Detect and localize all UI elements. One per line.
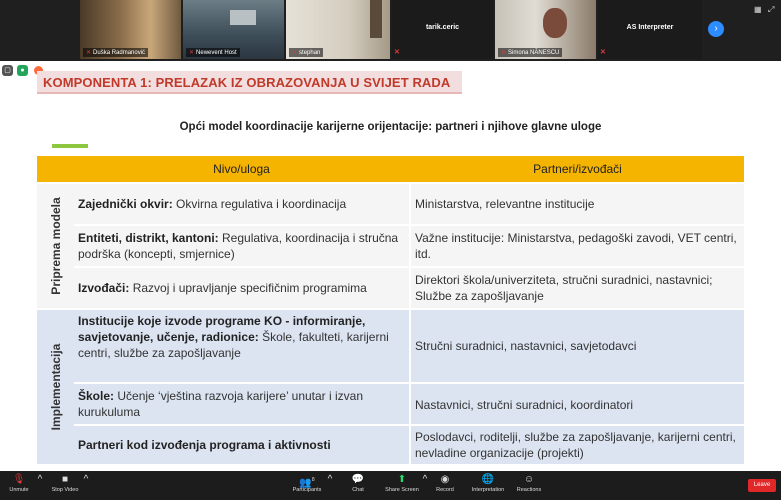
table-row: Zajednički okvir: Okvirna regulativa i koordinacija [74,184,409,224]
participant-tile-duska[interactable] [80,0,181,59]
participants-button[interactable]: 👥$^8$ Participants [288,473,326,493]
participant-tile-tarik[interactable] [392,0,493,59]
video-options-caret[interactable] [82,473,90,487]
participant-tile-host[interactable] [183,0,284,59]
participant-tile-interpreter[interactable] [598,0,702,59]
mic-muted-icon: ✕ [501,50,507,56]
mic-muted-icon: ✕ [86,50,92,56]
participants-options-caret[interactable] [326,473,334,487]
table-header [37,156,744,182]
video-screen-shape [230,10,256,25]
security-shield-icon[interactable]: ● [17,65,28,76]
participant-tile-stephan[interactable] [286,0,390,59]
mic-muted-icon: ✕ [394,49,400,56]
share-options-caret[interactable] [421,473,429,487]
table-row: Izvođači: Razvoj i upravljanje specifičnim programima [74,268,409,308]
view-options-icon[interactable]: ▢ [2,65,13,76]
participant-name: Duška Radmanović [93,50,146,56]
stop-video-button[interactable]: ■ Stop Video [48,473,82,493]
table-row: Stručni suradnici, nastavnici, savjetodavci [411,310,744,382]
audio-options-caret[interactable] [36,473,44,487]
record-button[interactable]: ◉ Record [432,473,458,493]
header-level: Nivo/uloga [213,162,270,176]
meeting-toolbar [0,471,781,500]
unmute-button[interactable]: 🎙 Unmute [4,473,34,493]
table-row: Nastavnici, stručni suradnici, koordinatori [411,384,744,424]
video-camera-icon: ■ [61,474,69,485]
person-silhouette [543,8,567,38]
mic-muted-icon: 🎙 [12,474,26,485]
table-row: Poslodavci, roditelji, službe za zapošljavanje, karijerni centri, nevladine organizacije (projekti) [411,426,744,464]
leave-button[interactable]: Leave [748,479,776,492]
chevron-up-icon: ^ [83,474,89,485]
mic-muted-icon: ✕ [292,50,298,56]
share-screen-icon: ⬆ [397,474,407,485]
record-icon: ◉ [440,474,450,485]
accent-line [52,144,88,148]
reactions-button[interactable]: ☺ Reactions [514,473,544,493]
slide-subtitle: Opći model koordinacije karijerne orijentacije: partneri i njihove glavne uloge [179,121,602,133]
participant-name: Simona NĂNESCU [508,50,560,56]
header-partners: Partneri/izvođači [533,162,622,176]
next-page-button[interactable]: › [708,21,724,37]
chat-bubble-icon: 💬 [351,474,365,485]
group-implementacija: Implementacija [37,310,74,464]
table-row: Partneri kod izvođenja programa i aktivnosti [74,426,409,464]
participant-tile-simona[interactable] [495,0,596,59]
shared-screen-slide [0,61,781,471]
chevron-up-icon: ^ [327,474,333,485]
person-silhouette [370,0,382,38]
participant-name: tarik.ceric [425,24,460,31]
chevron-up-icon: ^ [422,474,428,485]
gallery-view-icon[interactable]: ▦ [754,5,762,14]
table-row: Važne institucije: Ministarstva, pedagoški zavodi, VET centri, itd. [411,226,744,266]
mic-muted-icon: ✕ [189,50,195,56]
chat-button[interactable]: 💬 Chat [345,473,371,493]
table-row: Ministarstva, relevantne institucije [411,184,744,224]
smiley-icon: ☺ [523,474,535,485]
table-row: Škole: Učenje ‘vještina razvoja karijere’ unutar i izvan kurukuluma [74,384,409,424]
chevron-up-icon: ^ [37,474,43,485]
participants-icon: 👥$^8$ [299,477,315,489]
table-row: Institucije koje izvode programe KO - informiranje, savjetovanje, učenje, radionice: Škole, fakulteti, karijerni centri, službe za zapošljavanje [74,310,409,382]
globe-icon: 🌐 [481,474,495,485]
participant-strip [0,0,781,61]
participant-name: stephan [299,50,321,56]
participant-name: Newevent Host [196,50,237,56]
slide-title-box [37,71,462,94]
mic-muted-icon: ✕ [600,49,606,56]
fullscreen-icon[interactable]: ⤢ [768,5,775,14]
group-priprema: Priprema modela [37,184,74,308]
slide-title: KOMPONENTA 1: PRELAZAK IZ OBRAZOVANJA U SVIJET RADA [43,75,451,90]
table-row: Direktori škola/univerziteta, stručni suradnici, nastavnici; Službe za zapošljavanje [411,268,744,308]
table-row: Entiteti, distrikt, kantoni: Regulativa, koordinacija i stručna podrška (koncepti, smjernice) [74,226,409,266]
interpretation-button[interactable]: 🌐 Interpretation [468,473,508,493]
share-screen-button[interactable]: ⬆ Share Screen [383,473,421,493]
participant-name: AS Interpreter [626,24,674,31]
